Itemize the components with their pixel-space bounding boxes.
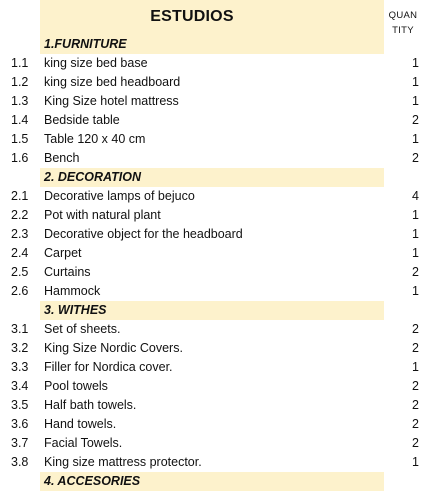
item-description: King Size Nordic Covers. — [44, 341, 183, 355]
item-description: Curtains — [44, 265, 91, 279]
item-number: 2.3 — [11, 227, 29, 241]
item-number: 3.8 — [11, 455, 29, 469]
item-number: 3.7 — [11, 436, 29, 450]
item-description: king size bed base — [44, 56, 148, 70]
section-label: 4. ACCESORIES — [44, 474, 141, 488]
table-row — [0, 149, 434, 168]
section-label: 1.FURNITURE — [44, 37, 127, 51]
table-row — [0, 282, 434, 301]
item-quantity: 2 — [412, 436, 419, 450]
table-row — [0, 358, 434, 377]
item-list — [0, 35, 434, 491]
item-number: 2.5 — [11, 265, 29, 279]
item-quantity: 2 — [412, 341, 419, 355]
item-quantity: 2 — [412, 322, 419, 336]
item-description: Decorative object for the headboard — [44, 227, 243, 241]
item-number: 1.6 — [11, 151, 29, 165]
item-description: Bench — [44, 151, 80, 165]
title-row — [0, 0, 434, 35]
table-row — [0, 111, 434, 130]
item-description: Carpet — [44, 246, 82, 260]
item-quantity: 4 — [412, 189, 419, 203]
item-quantity: 2 — [412, 151, 419, 165]
item-quantity: 1 — [412, 455, 419, 469]
table-row — [0, 187, 434, 206]
table-row — [0, 339, 434, 358]
quantity-header-line2: TITY — [392, 25, 414, 36]
item-number: 3.5 — [11, 398, 29, 412]
item-number: 2.4 — [11, 246, 29, 260]
item-number: 1.3 — [11, 94, 29, 108]
item-number: 2.6 — [11, 284, 29, 298]
item-quantity: 1 — [412, 132, 419, 146]
item-quantity: 1 — [412, 94, 419, 108]
section-label: 3. WITHES — [44, 303, 107, 317]
item-description: Table 120 x 40 cm — [44, 132, 146, 146]
item-number: 2.1 — [11, 189, 29, 203]
table-row — [0, 453, 434, 472]
item-description: Facial Towels. — [44, 436, 123, 450]
item-quantity: 1 — [412, 56, 419, 70]
item-quantity: 2 — [412, 113, 419, 127]
table-row — [0, 263, 434, 282]
table-row — [0, 434, 434, 453]
section-header-row — [0, 168, 434, 187]
section-header-row — [0, 35, 434, 54]
item-quantity: 1 — [412, 208, 419, 222]
item-number: 3.2 — [11, 341, 29, 355]
item-description: Bedside table — [44, 113, 120, 127]
table-row — [0, 92, 434, 111]
section-header-row — [0, 472, 434, 491]
item-quantity: 2 — [412, 417, 419, 431]
item-description: king size bed headboard — [44, 75, 181, 89]
item-description: Pot with natural plant — [44, 208, 161, 222]
table-row — [0, 396, 434, 415]
item-number: 2.2 — [11, 208, 29, 222]
item-description: Half bath towels. — [44, 398, 137, 412]
table-row — [0, 225, 434, 244]
item-description: King Size hotel mattress — [44, 94, 179, 108]
item-quantity: 1 — [412, 360, 419, 374]
table-row — [0, 415, 434, 434]
item-number: 3.4 — [11, 379, 29, 393]
item-number: 3.3 — [11, 360, 29, 374]
table-row — [0, 377, 434, 396]
table-row — [0, 54, 434, 73]
item-quantity: 1 — [412, 227, 419, 241]
table-row — [0, 244, 434, 263]
table-row — [0, 320, 434, 339]
item-quantity: 1 — [412, 75, 419, 89]
section-label: 2. DECORATION — [44, 170, 141, 184]
item-quantity: 2 — [412, 398, 419, 412]
item-number: 3.6 — [11, 417, 29, 431]
item-description: Decorative lamps of bejuco — [44, 189, 195, 203]
item-quantity: 1 — [412, 284, 419, 298]
item-description: Hammock — [44, 284, 101, 298]
item-quantity: 2 — [412, 265, 419, 279]
item-number: 3.1 — [11, 322, 29, 336]
item-number: 1.2 — [11, 75, 29, 89]
item-description: King size mattress protector. — [44, 455, 202, 469]
item-quantity: 1 — [412, 246, 419, 260]
table-row — [0, 206, 434, 225]
item-description: Set of sheets. — [44, 322, 121, 336]
section-header-row — [0, 301, 434, 320]
item-number: 1.4 — [11, 113, 29, 127]
item-description: Hand towels. — [44, 417, 117, 431]
table-row — [0, 73, 434, 92]
item-description: Pool towels — [44, 379, 108, 393]
item-quantity: 2 — [412, 379, 419, 393]
item-number: 1.5 — [11, 132, 29, 146]
item-number: 1.1 — [11, 56, 29, 70]
item-description: Filler for Nordica cover. — [44, 360, 173, 374]
quantity-column-header — [384, 8, 422, 38]
sheet-title: ESTUDIOS — [150, 8, 234, 25]
quantity-header-line1: QUAN — [388, 10, 418, 21]
table-row — [0, 130, 434, 149]
